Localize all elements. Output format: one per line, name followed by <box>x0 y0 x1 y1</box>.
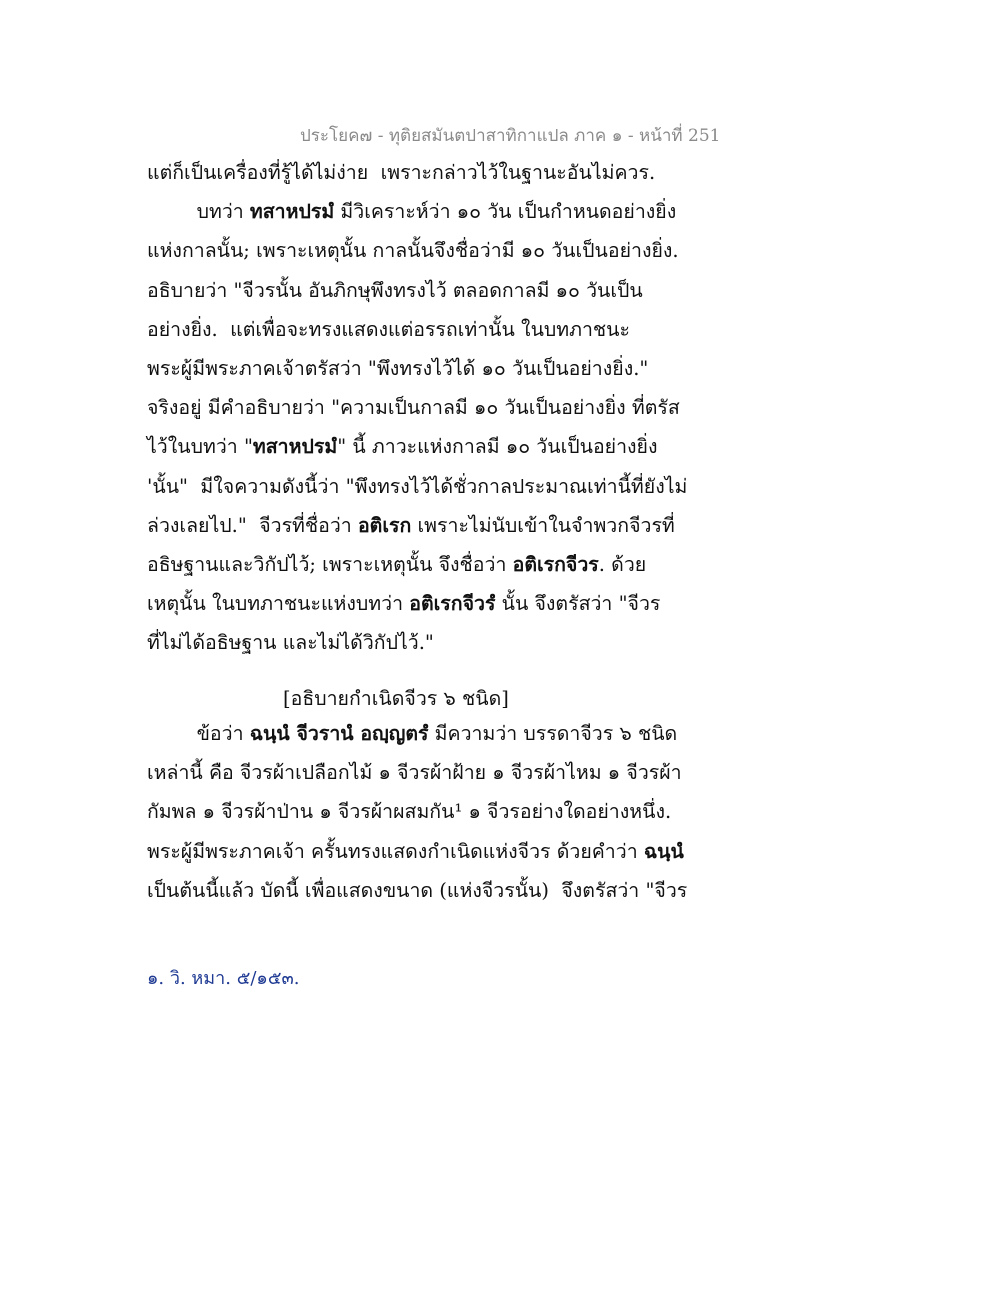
body-line <box>147 437 658 457</box>
body-line <box>147 633 434 653</box>
text-run: ล่วงเลยไป." จีวรที่ชื่อว่า <box>147 513 358 537</box>
text-run: พระผู้มีพระภาคเจ้าตรัสว่า "พึงทรงไว้ได้ ๑๐ วันเป็นอย่างยิ่ง." <box>147 357 649 380</box>
bold-term: ทสาหปรมํ <box>252 435 338 459</box>
footnote: ๑. วิ. หมา. ๕/๑๕๓. <box>147 968 300 989</box>
text-run: มีความว่า บรรดาจีวร ๖ ชนิด <box>428 722 678 745</box>
body-line <box>147 878 688 902</box>
text-run: 'นั้น" มีใจความดังนี้ว่า "พึงทรงไว้ได้ชั่วกาลประมาณเท่านี้ที่ยังไม่ <box>147 474 688 498</box>
body-line <box>147 278 643 302</box>
bold-term: อติเรกจีวร <box>512 553 599 576</box>
text-run: เพราะไม่นับเข้าในจำพวกจีวรที่ <box>411 513 675 537</box>
text-run: " นี้ ภาวะแห่งกาลมี ๑๐ วันเป็นอย่างยิ่ง <box>337 435 658 459</box>
text-run: กัมพล ๑ จีวรผ้าป่าน ๑ จีวรผ้าผสมกัน¹ ๑ จีวรอย่างใดอย่างหนึ่ง. <box>147 800 672 824</box>
body-line <box>147 317 630 341</box>
body-line <box>147 763 682 783</box>
text-run: ที่ไม่ได้อธิษฐาน และไม่ได้วิกัปไว้." <box>147 631 434 655</box>
text-run: พระผู้มีพระภาคเจ้า ครั้นทรงแสดงกำเนิดแห่งจีวร ด้วยคำว่า <box>147 839 644 863</box>
text-run: อธิษฐานและวิกัปไว้; เพราะเหตุนั้น จึงชื่อว่า <box>147 553 513 576</box>
text-run: แต่ก็เป็นเครื่องที่รู้ได้ไม่ง่าย เพราะกล่าวไว้ในฐานะอันไม่ควร. <box>147 161 656 184</box>
text-run: เหตุนั้น ในบทภาชนะแห่งบทว่า <box>147 592 410 616</box>
text-run: แห่งกาลนั้น; เพราะเหตุนั้น กาลนั้นจึงชื่อว่ามี ๑๐ วันเป็นอย่างยิ่ง. <box>147 239 679 263</box>
body-line <box>147 513 675 537</box>
text-run: จริงอยู่ มีคำอธิบายว่า "ความเป็นกาลมี ๑๐ วันเป็นอย่างยิ่ง ที่ตรัส <box>147 396 680 420</box>
text-run: บทว่า <box>147 200 250 224</box>
body-line <box>147 724 677 744</box>
text-run: นั้น จึงตรัสว่า "จีวร <box>495 592 661 616</box>
body-line <box>147 594 660 614</box>
text-run: เป็นต้นนี้แล้ว บัดนี้ เพื่อแสดงขนาด (แห่งจีวรนั้น) จึงตรัสว่า "จีวร <box>147 878 688 902</box>
body-line <box>147 474 688 498</box>
text-run: ไว้ในบทว่า " <box>147 435 253 459</box>
bold-term: อติเรก <box>357 513 412 537</box>
bold-term: ฉนฺนํ <box>643 839 684 863</box>
body-line <box>147 241 679 261</box>
text-run: อย่างยิ่ง. แต่เพื่อจะทรงแสดงแต่อรรถเท่านั้น ในบทภาชนะ <box>147 317 630 341</box>
body-line <box>147 202 676 222</box>
page-header: ประโยค๗ - ทุติยสมันตปาสาทิกาแปล ภาค ๑ - หน้าที่ 251 <box>300 126 721 146</box>
text-run: . ด้วย <box>598 553 647 576</box>
bold-term: อติเรกจีวรํ <box>409 592 496 616</box>
body-line <box>147 555 646 575</box>
body-line <box>147 802 671 822</box>
text-run: มีวิเคราะห์ว่า ๑๐ วัน เป็นกำหนดอย่างยิ่ง <box>334 200 677 224</box>
text-run: ข้อว่า <box>147 722 250 745</box>
bold-term: ทสาหปรมํ <box>249 200 335 224</box>
bold-term: ฉนฺนํ จีวรานํ อญฺญตรํ <box>249 722 429 745</box>
body-line <box>147 359 648 379</box>
text-run: เหล่านี้ คือ จีวรผ้าเปลือกไม้ ๑ จีวรผ้าฝ้าย ๑ จีวรผ้าไหม ๑ จีวรผ้า <box>147 761 682 785</box>
body-line <box>147 398 680 418</box>
body-line <box>147 163 655 183</box>
section-heading: [อธิบายกำเนิดจีวร ๖ ชนิด] <box>283 687 509 710</box>
text-run: อธิบายว่า "จีวรนั้น อันภิกษุพึงทรงไว้ ตลอดกาลมี ๑๐ วันเป็น <box>147 278 643 302</box>
body-line <box>147 839 684 863</box>
